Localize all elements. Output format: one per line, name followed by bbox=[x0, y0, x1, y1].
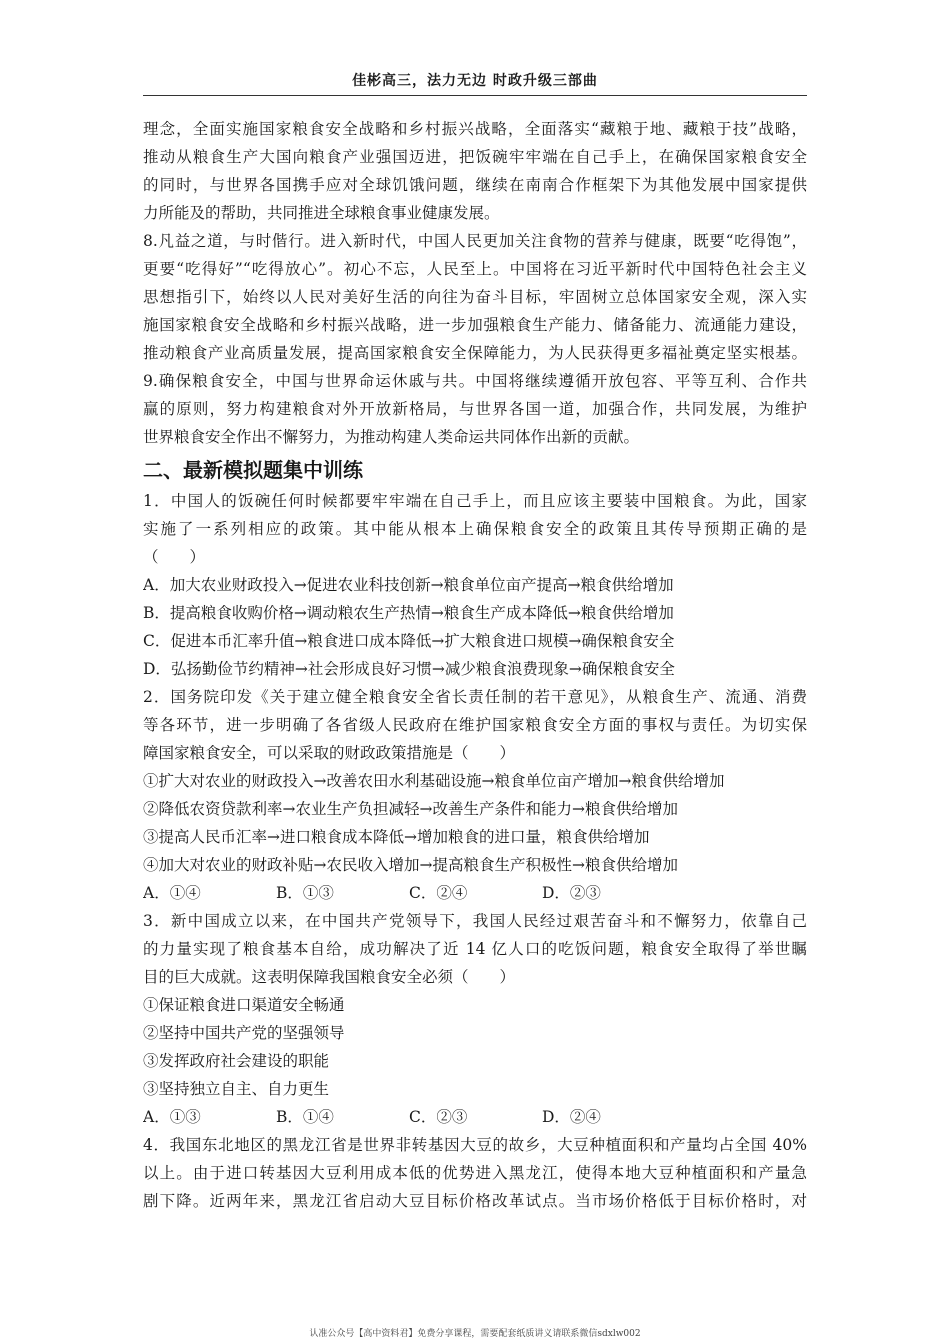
question-3-stem: 的力量实现了粮食基本自给，成功解决了近 14 亿人口的吃饭问题，粮食安全取得了举世瞩 bbox=[143, 940, 807, 958]
question-3-item: ①保证粮食进口渠道安全畅通 bbox=[143, 996, 345, 1014]
question-3-choices bbox=[143, 1103, 807, 1131]
question-1-option-c: C．促进本币汇率升值→粮食进口成本降低→扩大粮食进口规模→确保粮食安全 bbox=[143, 632, 675, 650]
text-line: 推动粮食产业高质量发展，提高国家粮食安全保障能力，为人民获得更多福祉奠定坚实根基。 bbox=[143, 344, 807, 362]
text-line: 世界粮食安全作出不懈努力，为推动构建人类命运共同体作出新的贡献。 bbox=[143, 428, 640, 446]
choice-b: B．①④ bbox=[276, 1108, 334, 1126]
question-2-item: ②降低农资贷款利率→农业生产负担减轻→改善生产条件和能力→粮食供给增加 bbox=[143, 800, 678, 818]
question-1-option-b: B．提高粮食收购价格→调动粮农生产热情→粮食生产成本降低→粮食供给增加 bbox=[143, 604, 674, 622]
choice-a: A．①④ bbox=[143, 884, 201, 902]
question-2-stem: 等各环节，进一步明确了各省级人民政府在维护国家粮食安全方面的事权与责任。为切实保 bbox=[143, 716, 807, 734]
question-2-item: ④加大对农业的财政补贴→农民收入增加→提高粮食生产积极性→粮食供给增加 bbox=[143, 856, 678, 874]
question-3-item: ②坚持中国共产党的坚强领导 bbox=[143, 1024, 345, 1042]
document-body bbox=[143, 115, 807, 1215]
choice-c: C．②③ bbox=[409, 1108, 468, 1126]
choice-d: D．②④ bbox=[542, 1108, 601, 1126]
text-line: 的同时，与世界各国携手应对全球饥饿问题，继续在南南合作框架下为其他发展中国家提供 bbox=[143, 176, 807, 194]
question-2-item: ③提高人民币汇率→进口粮食成本降低→增加粮食的进口量，粮食供给增加 bbox=[143, 828, 650, 846]
question-2-stem: 障国家粮食安全，可以采取的财政政策措施是（ ） bbox=[143, 744, 516, 762]
text-line: 理念，全面实施国家粮食安全战略和乡村振兴战略，全面落实“藏粮于地、藏粮于技”战略， bbox=[143, 120, 807, 138]
header-divider bbox=[143, 95, 807, 96]
question-1-option-d: D．弘扬勤俭节约精神→社会形成良好习惯→减少粮食浪费现象→确保粮食安全 bbox=[143, 660, 675, 678]
question-3-item: ③坚持独立自主、自力更生 bbox=[143, 1080, 330, 1098]
text-line: 推动从粮食生产大国向粮食产业强国迈进，把饭碗牢牢端在自己手上，在确保国家粮食安全 bbox=[143, 148, 807, 166]
question-4-stem: 4．我国东北地区的黑龙江省是世界非转基因大豆的故乡，大豆种植面积和产量均占全国 40% bbox=[143, 1136, 807, 1154]
page-header-title: 佳彬高三，法力无边 时政升级三部曲 bbox=[352, 73, 598, 89]
question-3-stem: 3．新中国成立以来，在中国共产党领导下，我国人民经过艰苦奋斗和不懈努力，依靠自己 bbox=[143, 912, 807, 930]
page-footer: 认准公众号【高中资料君】免费分享课程，需要配套纸质讲义请联系微信sdxlw002 bbox=[309, 1329, 641, 1339]
question-1-stem: 1．中国人的饭碗任何时候都要牢牢端在自己手上，而且应该主要装中国粮食。为此，国家 bbox=[143, 492, 807, 510]
text-line: 赢的原则，努力构建粮食对外开放新格局，与世界各国一道，加强合作，共同发展，为维护 bbox=[143, 400, 807, 418]
question-4-stem: 以上。由于进口转基因大豆利用成本低的优势进入黑龙江，使得本地大豆种植面积和产量急 bbox=[143, 1164, 807, 1182]
text-line: 9.确保粮食安全，中国与世界命运休戚与共。中国将继续遵循开放包容、平等互利、合作共 bbox=[143, 372, 807, 390]
text-line: 思想指引下，始终以人民对美好生活的向往为奋斗目标，牢固树立总体国家安全观，深入实 bbox=[143, 288, 807, 306]
choice-c: C．②④ bbox=[409, 884, 468, 902]
question-1-option-a: A．加大农业财政投入→促进农业科技创新→粮食单位亩产提高→粮食供给增加 bbox=[143, 576, 674, 594]
question-1-stem: 实施了一系列相应的政策。其中能从根本上确保粮食安全的政策且其传导预期正确的是 bbox=[143, 520, 807, 538]
answer-blank: （ ） bbox=[143, 548, 206, 566]
question-2-stem: 2．国务院印发《关于建立健全粮食安全省长责任制的若干意见》，从粮食生产、流通、消费 bbox=[143, 688, 807, 706]
choice-b: B．①③ bbox=[276, 884, 334, 902]
choice-d: D．②③ bbox=[542, 884, 601, 902]
question-4-stem: 剧下降。近两年来，黑龙江省启动大豆目标价格改革试点。当市场价格低于目标价格时，对 bbox=[143, 1192, 807, 1210]
question-2-item: ①扩大对农业的财政投入→改善农田水利基础设施→粮食单位亩产增加→粮食供给增加 bbox=[143, 772, 725, 790]
question-3-item: ③发挥政府社会建设的职能 bbox=[143, 1052, 330, 1070]
section-title: 二、最新模拟题集中训练 bbox=[143, 458, 363, 482]
text-line: 更要“吃得好”“吃得放心”。初心不忘，人民至上。中国将在习近平新时代中国特色社会主义 bbox=[143, 260, 807, 278]
text-line: 8.凡益之道，与时偕行。进入新时代，中国人民更加关注食物的营养与健康，既要“吃得饱”， bbox=[143, 232, 807, 250]
text-line: 施国家粮食安全战略和乡村振兴战略，进一步加强粮食生产能力、储备能力、流通能力建设， bbox=[143, 316, 807, 334]
question-3-stem: 目的巨大成就。这表明保障我国粮食安全必须（ ） bbox=[143, 968, 516, 986]
choice-a: A．①③ bbox=[143, 1108, 201, 1126]
question-2-choices bbox=[143, 879, 807, 907]
text-line: 力所能及的帮助，共同推进全球粮食事业健康发展。 bbox=[143, 204, 500, 222]
